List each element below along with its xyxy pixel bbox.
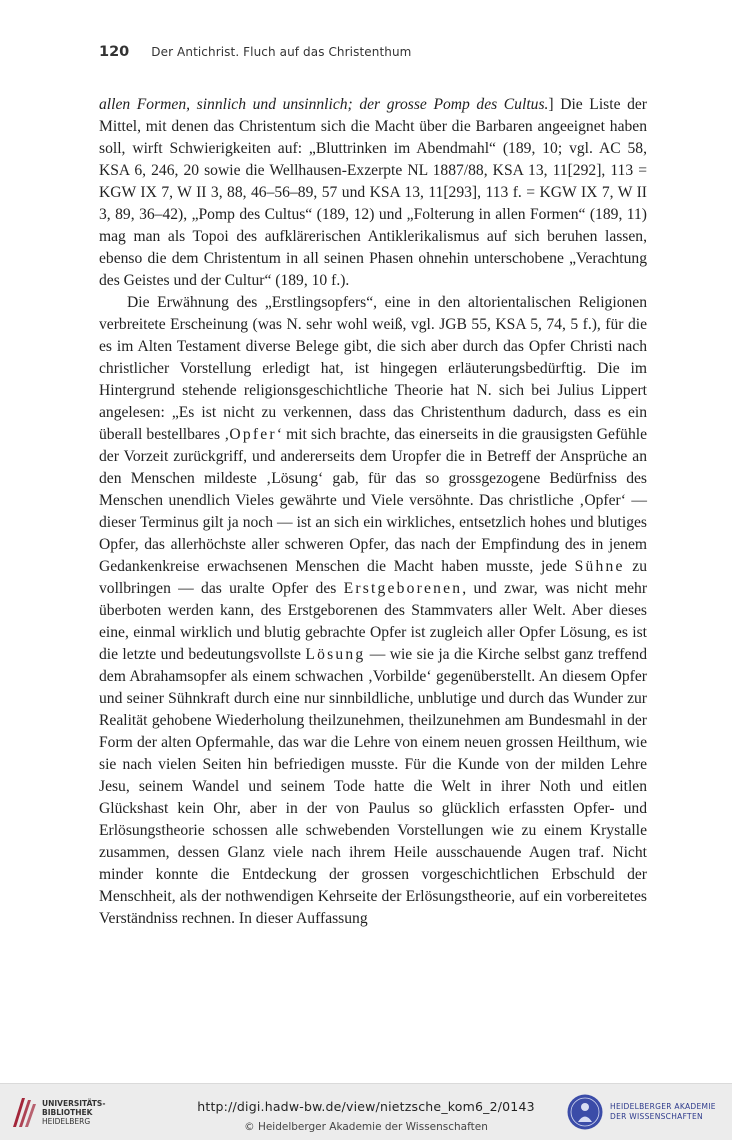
paragraph-1-text: ] Die Liste der Mittel, mit denen das Christentum sich die Macht über die Barbaren angeeignet haben soll, wirft Schwierigkeiten auf: „Bluttrinken im Abendmahl“ (189, 10; vgl. AC 58, KSA 6, 246, 20 sowie die Wellhausen-Exzerpte NL 1887/88, KSA 13, 11[292], 113 = KGW IX 7, W II 3, 88, 46–56–89, 57 und KSA 13, 11[293], 113 f. = KGW IX 7, W II 3, 89, 36–42), „Pomp des Cultus“ (189, 12) und „Folterung in allen Formen“ (189, 11) mag man als Topoi des aufklärerischen Antiklerikalismus auf sich beruhen lassen, ebenso die dem Christentum in all seinen Phasen ohnehin unterschobene „Verachtung des Geistes und der Cultur“ (189, 10 f.). (99, 96, 647, 289)
paragraph-2-text-2: ‘ mit sich brachte, das einerseits in die grausigsten Gefühle der Vorzeit zurückgriff, und andererseits dem Uropfer die in Betreff der Ansprüche an den Menschen mildeste ‚Lösung‘ gab, für das so grossgezogene Bedürfniss des Menschen unendlich Vieles gewährte und Viele versöhnte. Das christliche ‚Opfer‘ — dieser Terminus gilt ja noch — ist an sich ein wirkliches, entsetzlich hohes und blutiges Opfer, das allerhöchste aller schweren Opfer, das nach der Empfindung des in jenem Gedankenkreise erwachsenen Menschen die Macht haben musste, jede (99, 426, 647, 575)
footer-bar (0, 1083, 732, 1140)
ub-line-1: UNIVERSITÄTS- (42, 1098, 106, 1108)
paragraph-2-text-4: , und zwar, was nicht mehr überboten werden kann, des Erstgeborenen des Stammvaters aller Welt. Aber dieses eine, einmal wirklich und blutig gebrachte Opfer ist zugleich aller Opfer Lösung, es ist die letzte und bedeutungsvollste (99, 580, 648, 663)
hadw-line-2: DER WISSENSCHAFTEN (610, 1112, 703, 1121)
hadw-logo[interactable] (566, 1093, 716, 1131)
commentary-body (99, 94, 647, 930)
spaced-word-opfer: Opfer (229, 426, 277, 443)
spaced-word-erstgeborenen: Erstgeborenen (343, 580, 463, 597)
paragraph-2-text-3: zu vollbringen — das uralte Opfer des (99, 558, 647, 597)
spaced-word-suehne: Sühne (574, 558, 625, 575)
running-title: Der Antichrist. Fluch auf das Christenthum (151, 45, 412, 59)
hadw-logo-text (610, 1102, 716, 1122)
paragraph-1 (99, 94, 647, 292)
hadw-line-1: HEIDELBERGER AKADEMIE (610, 1102, 716, 1111)
ub-line-2: BIBLIOTHEK (42, 1107, 93, 1117)
paragraph-2 (99, 292, 647, 930)
page-number: 120 (99, 44, 130, 60)
paragraph-2-text-1: Die Erwähnung des „Erstlingsopfers“, eine in den altorientalischen Religionen verbreitete Erscheinung (was N. sehr wohl weiß, vgl. JGB 55, KSA 5, 74, 5 f.), für die es im Alten Testament diverse Belege gibt, die sich aber durch das Opfer Christi nach christlicher Vorstellung erledigt hat, ist hingegen erläuterungsbedürftig. Die im Hintergrund stehende religionsgeschichtliche Theorie hat N. sich bei Julius Lippert angelesen: „Es ist nicht zu verkennen, dass das Christenthum dadurch, dass es ein überall bestellbares ‚ (99, 294, 647, 443)
paragraph-2-text-5: — wie sie ja die Kirche selbst ganz treffend dem Abrahamsopfer als einem schwachen ‚Vorbilde‘ gegenüberstellt. An diesem Opfer und seiner Sühnkraft durch eine nur sinnbildliche, unblutige und durch das Wunder zur Realität gehobene Wiederholung theilzunehmen, theilzunehmen am Bundesmahl in der Form der alten Opfermahle, das war die Lehre von einem neuen grossen Heilthum, wie sie nach vielen Seiten hin befriedigen musste. Für die Kunde von der milden Lehre Jesu, seinem Wandel und seinem Tode hatte die Welt in ihrer Noth und eitlen Glückshast kein Ohr, aber in der von Paulus so glücklich erfassten Opfer- und Erlösungstheorie schossen alle schwebenden Vorstellungen wie zu einem Krystalle zusammen, dessen Glanz viele nach ihrem Heile ausschauende Augen traf. Nicht minder konnte die Entdeckung der grossen vorgeschichtlichen Erbschuld der Menschheit, als der nothwendigen Kehrseite der Erlösungstheorie, auf ein vorbereitetes Verständniss rechnen. In dieser Auffassung (99, 646, 647, 927)
spaced-word-loesung: Lösung (305, 646, 366, 663)
lemma: allen Formen, sinnlich und unsinnlich; der grosse Pomp des Cultus. (99, 96, 549, 113)
hadw-seal-icon (566, 1093, 604, 1131)
copyright-notice: © Heidelberger Akademie der Wissenschaften (244, 1121, 488, 1133)
running-header (99, 44, 647, 64)
permalink-url[interactable]: http://digi.hadw-bw.de/view/nietzsche_kom6_2/0143 (197, 1099, 535, 1114)
ub-line-3: HEIDELBERG (42, 1116, 91, 1126)
